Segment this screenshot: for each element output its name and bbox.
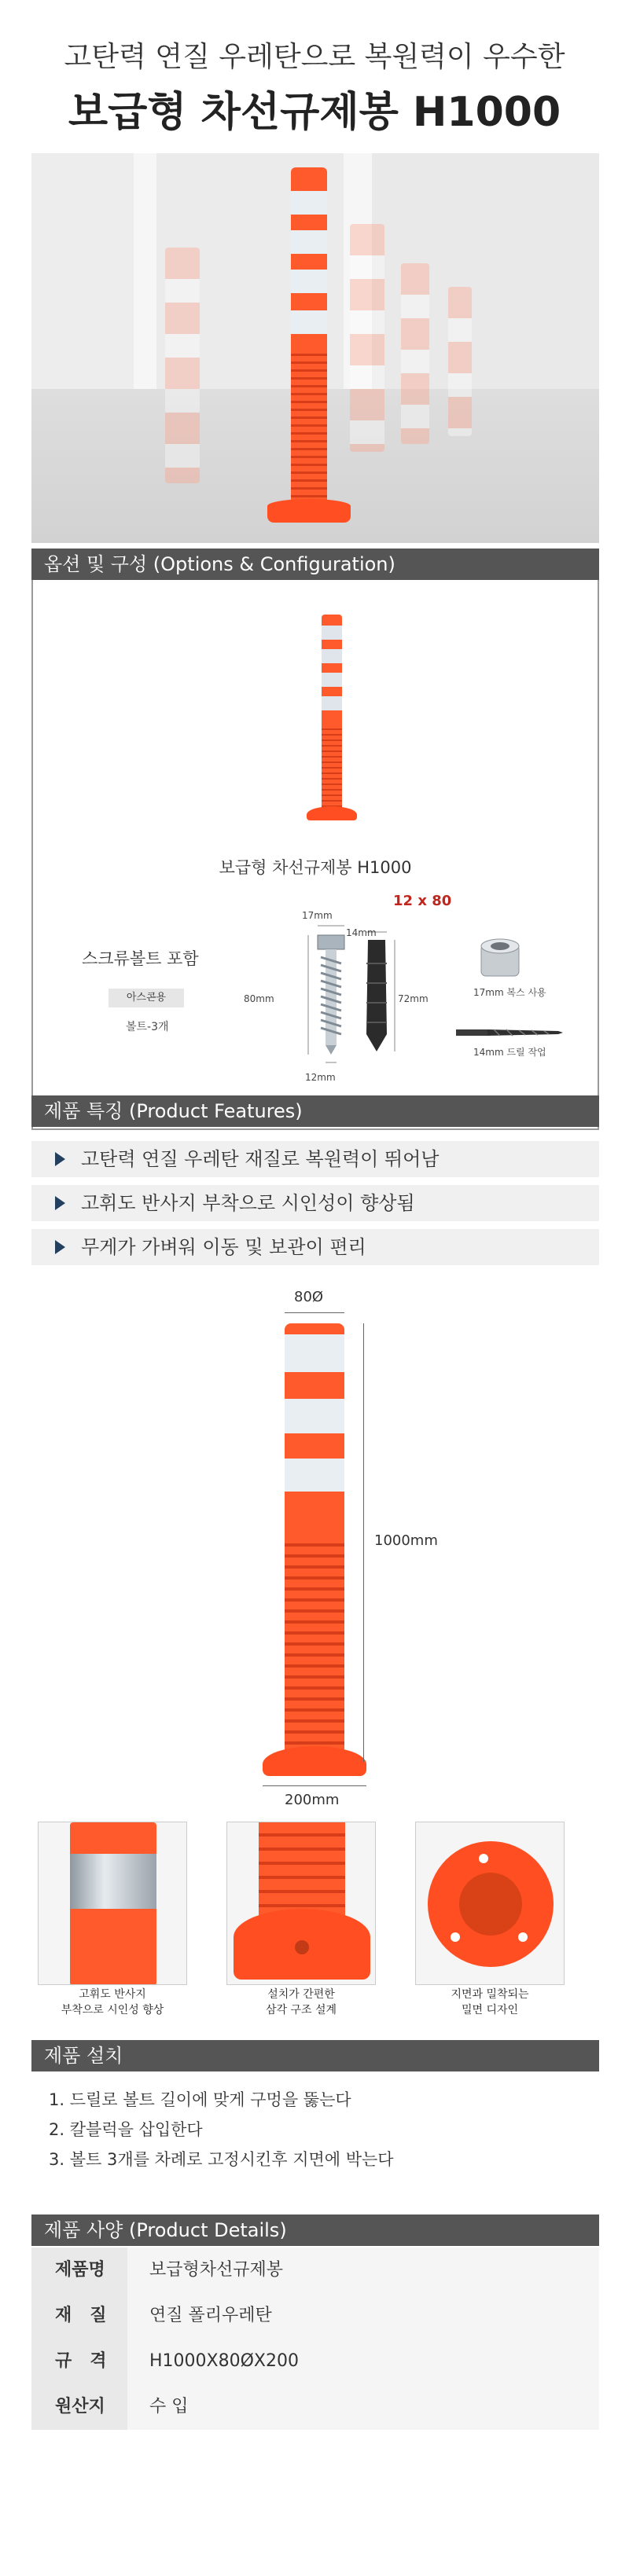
- dim-head-label: 17mm: [302, 910, 333, 921]
- arrow-right-icon: [55, 1240, 65, 1254]
- spec-key: 제품명: [31, 2248, 127, 2293]
- arrow-right-icon: [55, 1152, 65, 1166]
- detail-caption-reflector: 고휘도 반사지 부착으로 시인성 향상: [61, 1988, 164, 2016]
- detail-caption-base: 설치가 간편한 삼각 구조 설계: [265, 1988, 337, 2016]
- install-step: 1. 드릴로 볼트 길이에 맞게 구멍을 뚫는다: [49, 2090, 351, 2109]
- install-step: 3. 볼트 3개를 차례로 고정시킨후 지면에 박는다: [49, 2150, 394, 2169]
- spec-key: 원산지: [31, 2384, 127, 2430]
- dim-thread-label: 12mm: [305, 1072, 336, 1083]
- spec-row: [31, 2339, 599, 2384]
- dim-line-base: [263, 1785, 366, 1786]
- detail-caption-bottom: 지면과 밀착되는 밀면 디자인: [451, 1988, 529, 2016]
- hero-post: [291, 167, 327, 513]
- spec-value: H1000X80ØX200: [127, 2339, 599, 2384]
- dim-base-width: 200mm: [285, 1792, 340, 1808]
- drill-bit-icon: [454, 1025, 565, 1040]
- dimension-post-base: [263, 1746, 366, 1776]
- dim-anchor-width-label: 14mm: [346, 927, 377, 938]
- hero-post-base: [267, 499, 351, 523]
- detail-photo-reflector: [38, 1822, 187, 1985]
- dim-top-diameter: 80Ø: [294, 1289, 324, 1305]
- dim-line-height: [363, 1323, 364, 1762]
- section-title-options: 옵션 및 구성 (Options & Configuration): [31, 549, 599, 580]
- spec-row: [31, 2384, 599, 2430]
- spec-value: 보급형차선규제봉: [127, 2248, 599, 2293]
- spec-key: 재 질: [31, 2293, 127, 2339]
- hero-product-photo: [31, 153, 599, 543]
- section-title-features: 제품 특징 (Product Features): [31, 1095, 599, 1127]
- spec-row: [31, 2293, 599, 2339]
- section-title-details: 제품 사양 (Product Details): [31, 2215, 599, 2246]
- headline-title: 보급형 차선규제봉 H1000: [68, 89, 561, 136]
- options-panel: [31, 580, 599, 1130]
- dim-line-top: [285, 1312, 344, 1313]
- feature-item: 고탄력 연질 우레탄 재질로 복원력이 뛰어남: [31, 1141, 599, 1177]
- section-title-install: 제품 설치: [31, 2040, 599, 2071]
- spec-value: 연질 폴리우레탄: [127, 2293, 599, 2339]
- spec-row: [31, 2248, 599, 2293]
- arrow-right-icon: [55, 1196, 65, 1210]
- spec-value: 수 입: [127, 2384, 599, 2430]
- dim-anchor-length-label: 72mm: [398, 993, 429, 1004]
- headline-subtitle: 고탄력 연질 우레탄으로 복원력이 우수한: [64, 41, 565, 73]
- option-product-label: 보급형 차선규제봉 H1000: [219, 858, 412, 877]
- bolt-anchor-diagram: [269, 916, 458, 1066]
- detail-photo-bottom: [415, 1822, 565, 1985]
- socket-icon: [470, 934, 533, 981]
- dimension-post: [285, 1323, 344, 1763]
- detail-photo-base: [226, 1822, 376, 1985]
- screw-bolt-title: 스크류볼트 포함: [82, 949, 199, 968]
- asphalt-chip: 아스콘용: [109, 989, 184, 1007]
- option-post-base: [307, 806, 357, 820]
- feature-item: 무게가 가벼워 이동 및 보관이 편리: [31, 1229, 599, 1265]
- socket-label: 17mm 복스 사용: [473, 987, 546, 998]
- option-post-image: [322, 615, 342, 811]
- dim-length-label: 80mm: [244, 993, 274, 1004]
- install-step: 2. 칼블럭을 삽입한다: [49, 2120, 203, 2139]
- drill-label: 14mm 드릴 작업: [473, 1047, 546, 1058]
- size-code: 12 x 80: [393, 893, 452, 909]
- spec-key: 규 격: [31, 2339, 127, 2384]
- bolt-count: 볼트-3개: [126, 1021, 169, 1033]
- feature-item: 고휘도 반사지 부착으로 시인성이 향상됨: [31, 1185, 599, 1221]
- dim-height: 1000mm: [374, 1532, 438, 1549]
